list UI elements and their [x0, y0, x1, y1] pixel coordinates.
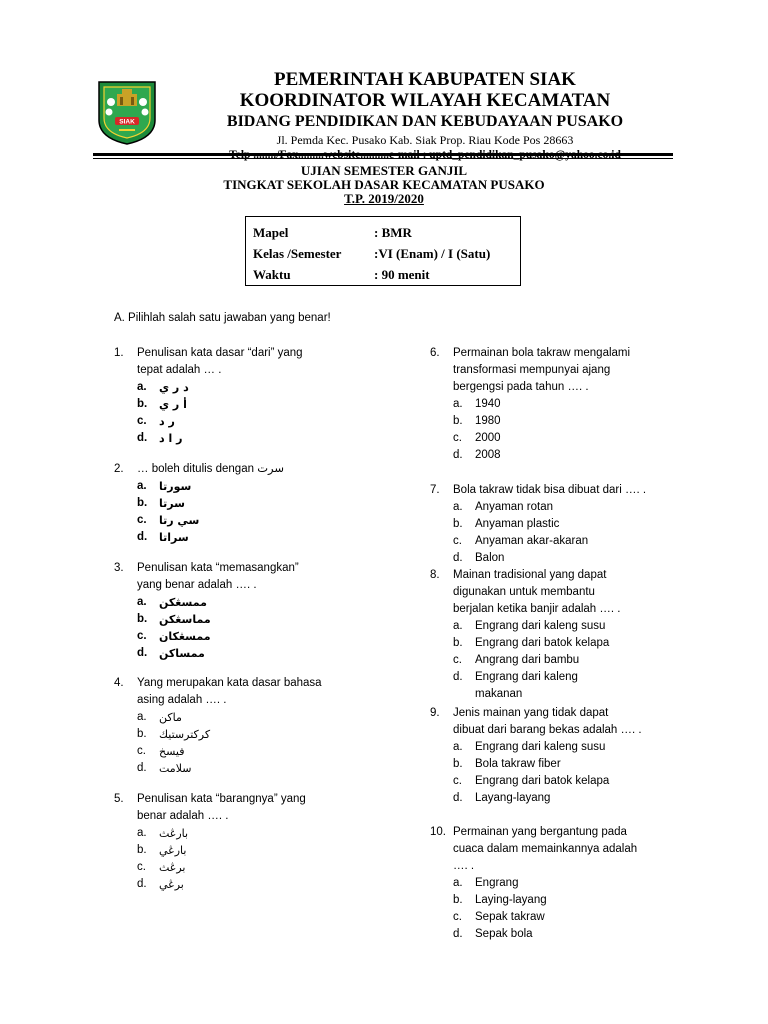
- option-c[interactable]: [453, 652, 621, 669]
- option-answer: فيسخ: [159, 745, 185, 758]
- question-line: Permainan bola takraw mengalami: [453, 347, 631, 359]
- siak-regency-logo: [95, 80, 159, 146]
- option-letter: d.: [453, 792, 463, 804]
- question-line: Mainan tradisional yang dapat: [453, 569, 607, 581]
- option-letter: d.: [453, 552, 463, 564]
- info-label: Kelas /Semester: [253, 246, 342, 261]
- option-answer: برڠي: [159, 878, 184, 891]
- option-answer: سراتا: [159, 531, 189, 544]
- question-line: benar adalah …. .: [137, 810, 229, 822]
- letterhead-rule-thin: [93, 158, 673, 159]
- info-row-class: [253, 243, 520, 264]
- option-letter: d.: [453, 449, 463, 461]
- option-letter: c.: [137, 514, 147, 526]
- option-b[interactable]: [137, 495, 284, 512]
- option-d[interactable]: [453, 550, 646, 567]
- question-line: Yang merupakan kata dasar bahasa: [137, 677, 322, 689]
- question-text: [137, 345, 303, 379]
- option-letter: a.: [137, 711, 147, 723]
- question-number: 10.: [430, 826, 446, 838]
- option-b[interactable]: [453, 635, 621, 652]
- option-answer: برڠث: [159, 861, 186, 874]
- option-b[interactable]: [453, 756, 642, 773]
- question-3: [114, 560, 299, 662]
- exam-title-line2: TINGKAT SEKOLAH DASAR KECAMATAN PUSAKO: [223, 177, 545, 192]
- option-letter: a.: [453, 877, 463, 889]
- option-letter: b.: [453, 758, 463, 770]
- question-line: asing adalah …. .: [137, 694, 227, 706]
- letterhead-line2: KOORDINATOR WILAYAH KECAMATAN: [239, 90, 611, 111]
- logo-text: SIAK: [119, 118, 135, 126]
- info-value: : BMR: [374, 225, 412, 240]
- option-a[interactable]: [137, 379, 303, 396]
- exam-title: [0, 164, 768, 206]
- option-letter: c.: [137, 861, 146, 873]
- option-c[interactable]: [137, 859, 306, 876]
- option-d[interactable]: [453, 926, 637, 943]
- option-answer: Engrang dari batok kelapa: [475, 775, 610, 787]
- letterhead-line1: PEMERINTAH KABUPATEN SIAK: [274, 69, 576, 90]
- question-9: [430, 705, 642, 807]
- option-answer: ممسڠكان: [159, 630, 211, 643]
- option-letter: c.: [453, 535, 462, 547]
- letterhead-line3: BIDANG PENDIDIKAN DAN KEBUDAYAAN PUSAKO: [226, 113, 624, 130]
- option-b[interactable]: [137, 726, 322, 743]
- option-a[interactable]: [453, 875, 637, 892]
- question-10: [430, 824, 637, 943]
- option-letter: a.: [137, 480, 147, 492]
- option-d[interactable]: [453, 447, 630, 464]
- option-answer: Sepak bola: [475, 928, 533, 940]
- question-line: …. .: [453, 860, 475, 872]
- exam-school-year: T.P. 2019/2020: [344, 191, 424, 206]
- question-line: cuaca dalam memainkannya adalah: [453, 843, 638, 855]
- question-line: Penulisan kata “memasangkan”: [137, 562, 299, 574]
- option-answer: ممساكن: [159, 647, 205, 660]
- option-c[interactable]: [453, 533, 646, 550]
- option-b[interactable]: [137, 611, 299, 628]
- question-line: Penulisan kata “barangnya” yang: [137, 793, 306, 805]
- option-b[interactable]: [453, 516, 646, 533]
- question-number: 3.: [114, 562, 124, 574]
- option-answer: Engrang: [475, 877, 519, 889]
- option-letter: c.: [453, 911, 462, 923]
- question-line: berjalan ketika banjir adalah …. .: [453, 603, 621, 615]
- option-a[interactable]: [137, 594, 299, 611]
- option-letter: c.: [137, 630, 147, 642]
- option-letter: d.: [137, 432, 148, 444]
- option-a[interactable]: [137, 478, 284, 495]
- option-answer: ممسڠكن: [159, 596, 207, 609]
- question-line: bergengsi pada tahun …. .: [453, 381, 589, 393]
- option-c[interactable]: [453, 909, 637, 926]
- question-line: dibuat dari barang bekas adalah …. .: [453, 724, 642, 736]
- option-letter: b.: [453, 637, 463, 649]
- question-line: Bola takraw tidak bisa dibuat dari …. .: [453, 484, 647, 496]
- question-6: [430, 345, 630, 464]
- option-letter: a.: [453, 398, 463, 410]
- question-text: [137, 791, 306, 825]
- option-letter: a.: [453, 501, 463, 513]
- option-letter: a.: [137, 827, 147, 839]
- option-answer: Layang-layang: [475, 792, 551, 804]
- question-text: [453, 567, 621, 618]
- question-8: [430, 567, 621, 700]
- question-number: 4.: [114, 677, 124, 689]
- exam-info-box: [245, 216, 521, 286]
- option-letter: c.: [137, 415, 147, 427]
- option-d[interactable]: [453, 669, 621, 700]
- option-d[interactable]: [137, 430, 303, 447]
- info-row-time: [253, 264, 520, 285]
- option-letter: b.: [453, 415, 463, 427]
- letterhead-rule-thick: [93, 153, 673, 156]
- question-text: [137, 675, 322, 709]
- option-letter: d.: [453, 671, 463, 683]
- option-c[interactable]: [137, 413, 303, 430]
- question-text: [453, 705, 642, 739]
- option-answer: ر ا د: [159, 432, 183, 445]
- option-letter: d.: [137, 531, 148, 543]
- letterhead-address: Jl. Pemda Kec. Pusako Kab. Siak Prop. Riau Kode Pos 28663: [276, 133, 574, 147]
- option-letter: c.: [453, 432, 462, 444]
- option-answer: Engrang dari batok kelapa: [475, 637, 610, 649]
- option-answer: Engrang dari kaleng makanan: [475, 671, 578, 700]
- question-line: Penulisan kata dasar “dari” yang: [137, 347, 303, 359]
- option-letter: c.: [453, 775, 462, 787]
- option-answer: أ ر ي: [159, 398, 187, 411]
- option-a[interactable]: [137, 825, 306, 842]
- question-line: digunakan untuk membantu: [453, 586, 595, 598]
- info-value: : 90 menit: [374, 267, 430, 282]
- option-answer: 1940: [475, 398, 501, 410]
- option-answer: ماكن: [159, 711, 182, 724]
- info-label: Mapel: [253, 225, 289, 240]
- option-letter: c.: [453, 654, 462, 666]
- option-letter: b.: [137, 613, 148, 625]
- option-letter: d.: [137, 647, 148, 659]
- section-instruction: A. Pilihlah salah satu jawaban yang benar!: [114, 312, 331, 324]
- option-a[interactable]: [453, 396, 630, 413]
- option-c[interactable]: [453, 773, 642, 790]
- option-d[interactable]: [137, 760, 322, 777]
- question-5: [114, 791, 306, 893]
- option-answer: د ر ي: [159, 381, 189, 394]
- option-answer: Laying-layang: [475, 894, 547, 906]
- option-answer: Angrang dari bambu: [475, 654, 580, 666]
- option-b[interactable]: [453, 892, 637, 909]
- question-4: [114, 675, 322, 777]
- option-letter: b.: [137, 844, 147, 856]
- letterhead: [160, 70, 690, 163]
- option-answer: Anyaman rotan: [475, 501, 553, 513]
- question-number: 7.: [430, 484, 440, 496]
- option-answer: Sepak takraw: [475, 911, 545, 923]
- question-7: [430, 482, 646, 567]
- question-line: transformasi mempunyai ajang: [453, 364, 611, 376]
- option-letter: a.: [137, 381, 147, 393]
- option-c[interactable]: [137, 628, 299, 645]
- question-text: [137, 560, 299, 594]
- info-label: Waktu: [253, 267, 291, 282]
- option-d[interactable]: [137, 876, 306, 893]
- question-text: [453, 824, 637, 875]
- question-line: … boleh ditulis dengan سرت: [137, 463, 285, 475]
- option-answer: 2000: [475, 432, 501, 444]
- option-answer: كركترستيك: [159, 728, 211, 741]
- option-answer: سرتا: [159, 497, 185, 510]
- option-c[interactable]: [137, 512, 284, 529]
- exam-title-line1: UJIAN SEMESTER GANJIL: [300, 163, 468, 178]
- question-number: 5.: [114, 793, 124, 805]
- question-text: [137, 461, 284, 478]
- question-number: 1.: [114, 347, 124, 359]
- option-d[interactable]: [137, 645, 299, 662]
- question-number: 9.: [430, 707, 440, 719]
- option-answer: بارڠث: [159, 827, 189, 840]
- info-row-subject: [253, 222, 520, 243]
- option-letter: a.: [137, 596, 147, 608]
- option-letter: b.: [137, 497, 148, 509]
- option-letter: d.: [137, 878, 147, 890]
- option-answer: Anyaman akar-akaran: [475, 535, 589, 547]
- option-answer: Engrang dari kaleng susu: [475, 741, 606, 753]
- question-number: 8.: [430, 569, 440, 581]
- option-letter: d.: [137, 762, 147, 774]
- option-d[interactable]: [137, 529, 284, 546]
- option-letter: c.: [137, 745, 146, 757]
- option-letter: d.: [453, 928, 463, 940]
- option-answer: سي رتا: [159, 514, 200, 527]
- question-text: [453, 482, 646, 499]
- option-letter: b.: [453, 518, 463, 530]
- option-letter: b.: [137, 398, 148, 410]
- question-number: 2.: [114, 463, 124, 475]
- option-a[interactable]: [137, 709, 322, 726]
- option-letter: a.: [453, 741, 463, 753]
- question-number: 6.: [430, 347, 440, 359]
- option-letter: b.: [137, 728, 147, 740]
- option-b[interactable]: [453, 413, 630, 430]
- question-line: Jenis mainan yang tidak dapat: [453, 707, 609, 719]
- option-a[interactable]: [453, 618, 621, 635]
- option-a[interactable]: [453, 499, 646, 516]
- option-answer: مماسڠكن: [159, 613, 211, 626]
- option-answer: Engrang dari kaleng susu: [475, 620, 606, 632]
- question-2: [114, 461, 284, 546]
- option-answer: 1980: [475, 415, 501, 427]
- option-b[interactable]: [137, 396, 303, 413]
- question-line: Permainan yang bergantung pada: [453, 826, 627, 838]
- option-a[interactable]: [453, 739, 642, 756]
- info-value: :VI (Enam) / I (Satu): [374, 246, 491, 261]
- option-answer: Balon: [475, 552, 505, 564]
- question-text: [453, 345, 630, 396]
- option-d[interactable]: [453, 790, 642, 807]
- option-b[interactable]: [137, 842, 306, 859]
- option-c[interactable]: [453, 430, 630, 447]
- option-letter: a.: [453, 620, 463, 632]
- option-letter: b.: [453, 894, 463, 906]
- question-line: tepat adalah … .: [137, 364, 222, 376]
- option-answer: ر د: [159, 415, 175, 428]
- option-answer: Anyaman plastic: [475, 518, 560, 530]
- question-line: yang benar adalah …. .: [137, 579, 257, 591]
- option-answer: سورتا: [159, 480, 192, 493]
- option-answer: Bola takraw fiber: [475, 758, 561, 770]
- option-answer: 2008: [475, 449, 501, 461]
- option-c[interactable]: [137, 743, 322, 760]
- option-answer: بارڠي: [159, 844, 187, 857]
- option-answer: سلامت: [159, 762, 192, 775]
- letterhead-contact: Telp ......../Fax.........website..........e-mail : uptd_pendidikan_pusako@yahoo.co.id: [229, 149, 621, 161]
- question-1: [114, 345, 303, 447]
